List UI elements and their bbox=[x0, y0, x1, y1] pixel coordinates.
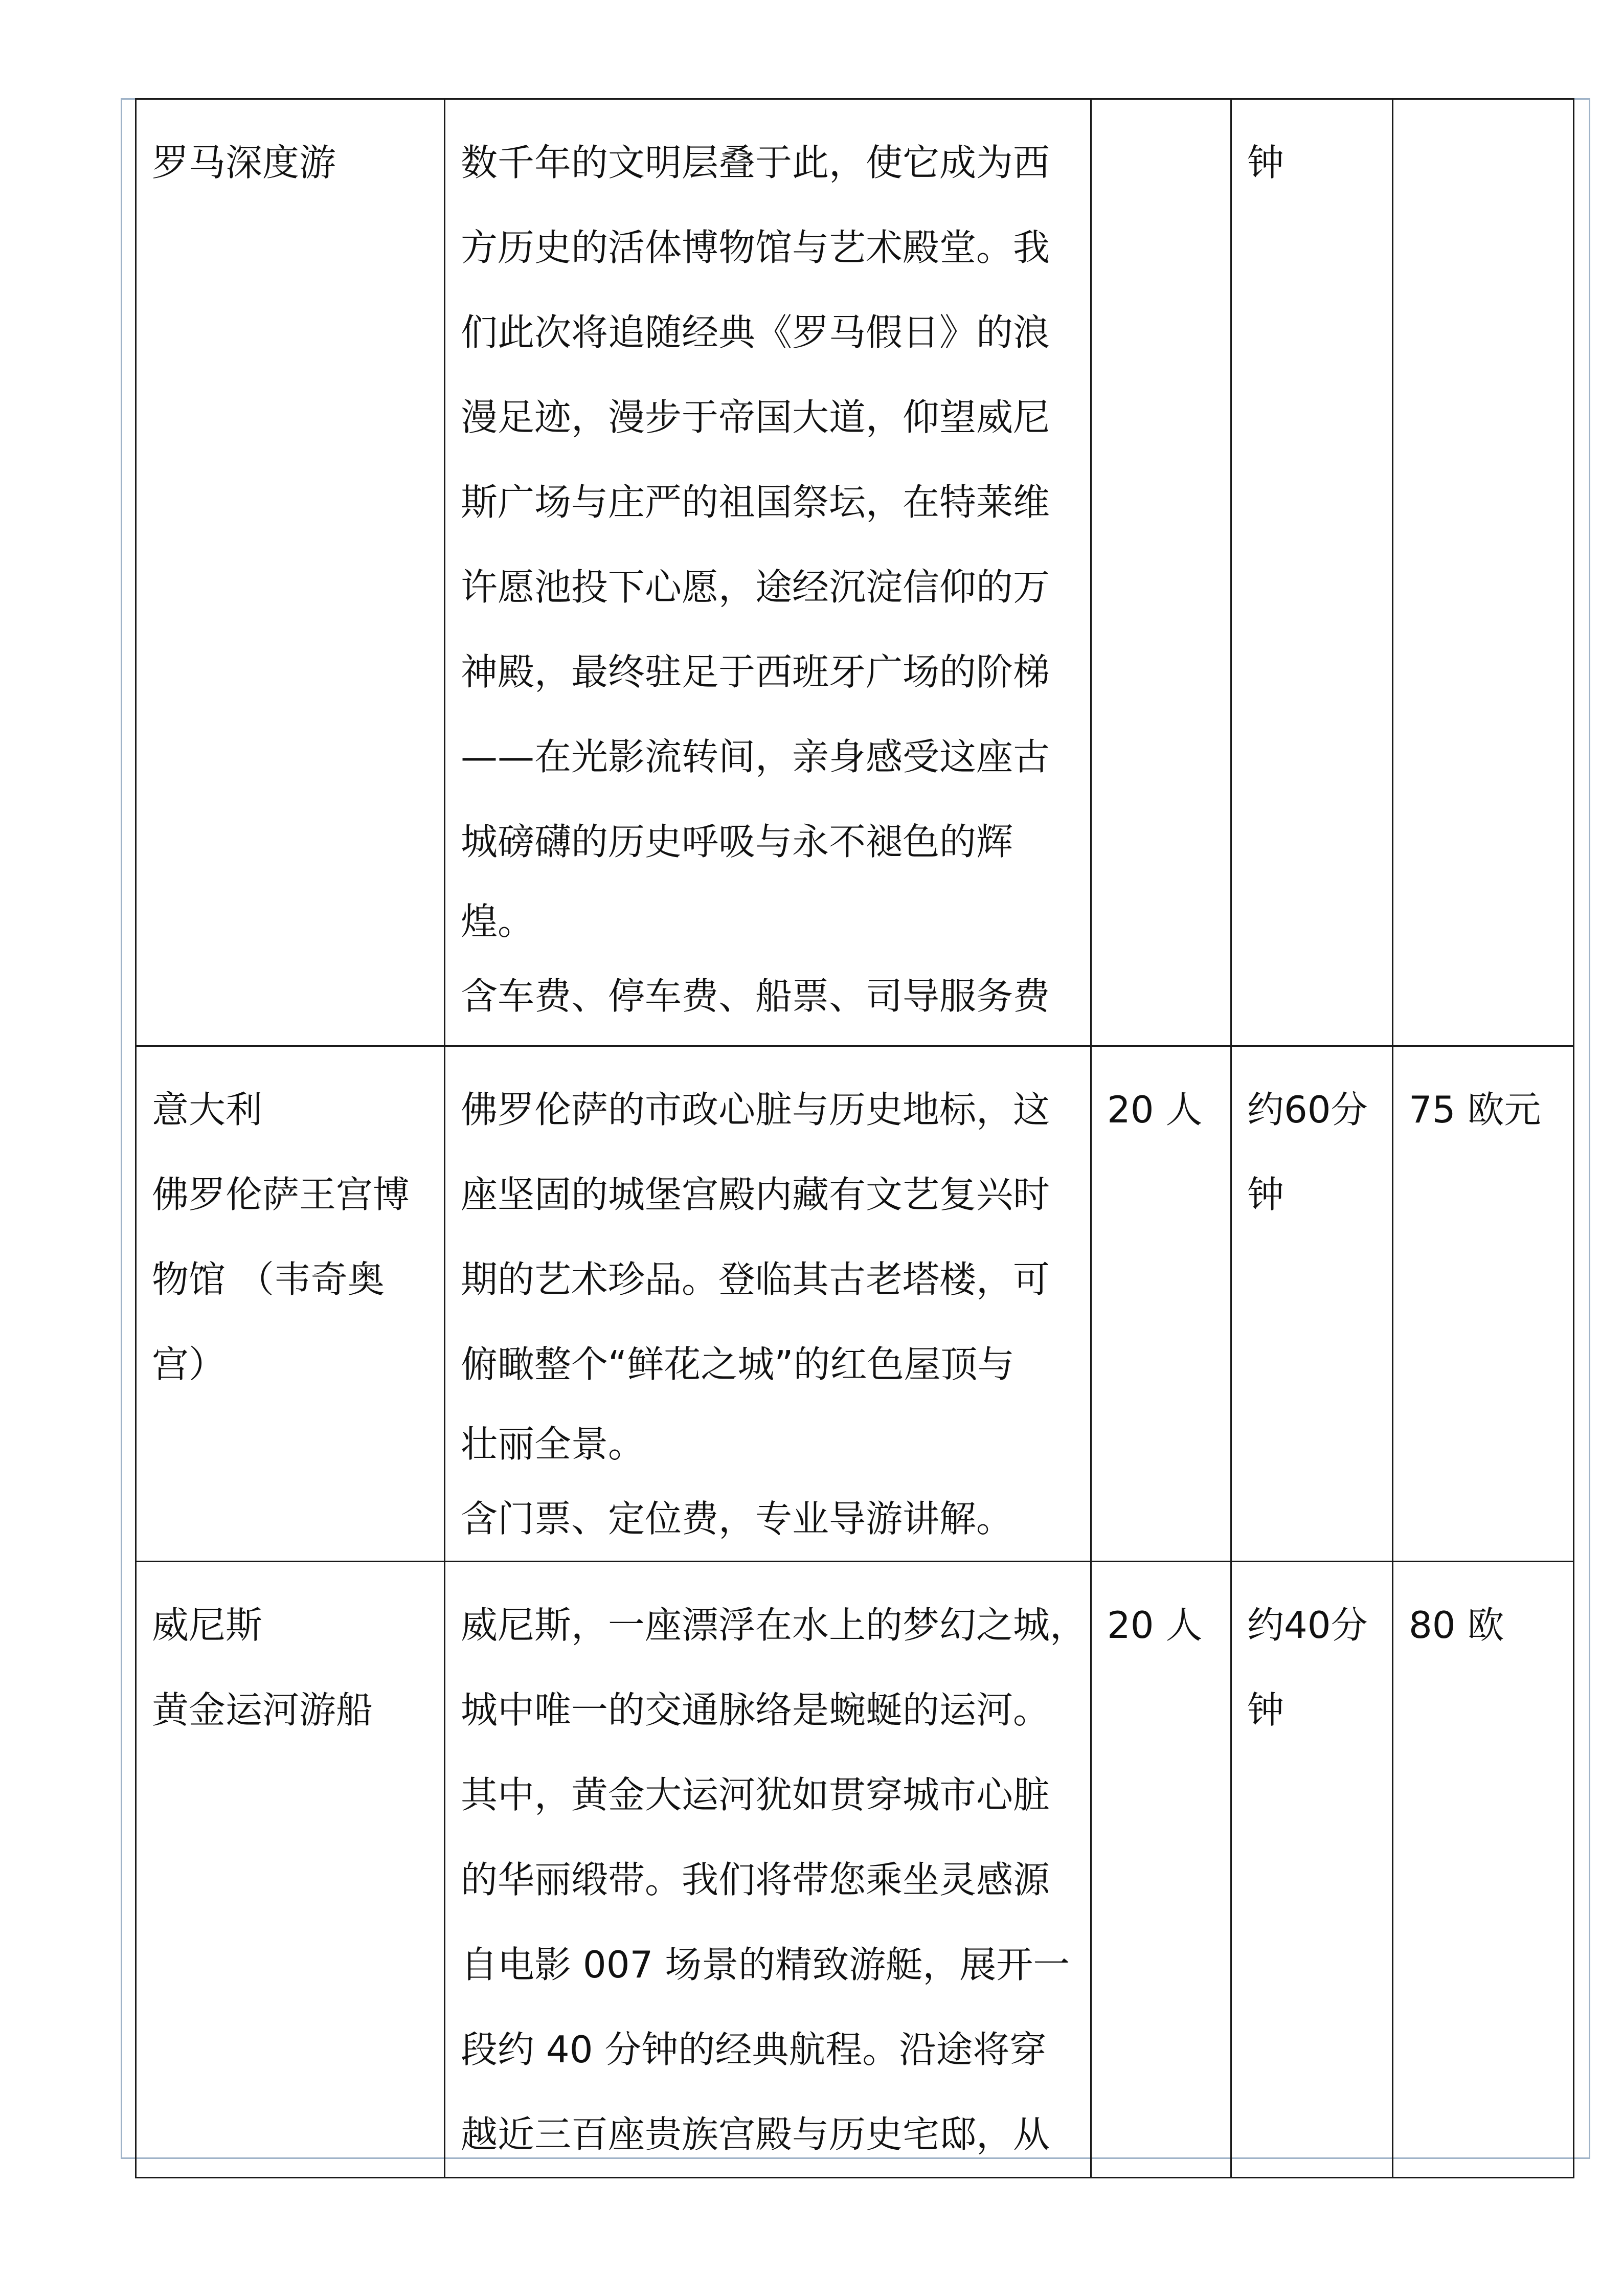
description-line: 城中唯一的交通脉络是蜿蜒的运河。 bbox=[461, 1689, 1050, 1731]
description-line: 漫足迹，漫步于帝国大道，仰望威尼 bbox=[461, 396, 1050, 439]
tour-name-cell bbox=[136, 99, 445, 1046]
tour-name-line: 佛罗伦萨王宫博 bbox=[152, 1173, 410, 1216]
price-cell bbox=[1393, 1046, 1574, 1562]
group-size-cell bbox=[1091, 1562, 1231, 2178]
tour-name-cell bbox=[136, 1562, 445, 2178]
tour-name-cell bbox=[136, 1046, 445, 1562]
duration-line: 约40分 bbox=[1247, 1604, 1368, 1647]
description-line: 期的艺术珍品。登临其古老塔楼，可 bbox=[461, 1258, 1050, 1301]
table-row bbox=[136, 1046, 1574, 1562]
table-row bbox=[136, 1562, 1574, 2178]
description-line: 数千年的文明层叠于此，使它成为西 bbox=[461, 141, 1050, 184]
description-line: ——在光影流转间，亲身感受这座古 bbox=[461, 735, 1050, 778]
description-line: 方历史的活体博物馆与艺术殿堂。我 bbox=[461, 226, 1050, 269]
description-line: 段约 40 分钟的经典航程。沿途将穿 bbox=[461, 2028, 1047, 2071]
tour-name-line: 物馆 （韦奇奥 bbox=[152, 1258, 385, 1301]
price-cell bbox=[1393, 1562, 1574, 2178]
tour-name-line: 意大利 bbox=[152, 1088, 263, 1131]
tour-description-cell bbox=[445, 1046, 1091, 1562]
description-line: 城磅礴的历史呼吸与永不褪色的辉 bbox=[461, 820, 1013, 863]
group-size-cell bbox=[1091, 99, 1231, 1046]
duration-cell bbox=[1231, 1046, 1393, 1562]
itinerary-table bbox=[135, 98, 1574, 2178]
description-line: 俯瞰整个“鲜花之城”的红色屋顶与 bbox=[461, 1343, 1015, 1386]
duration-cell bbox=[1231, 99, 1393, 1046]
description-line: 斯广场与庄严的祖国祭坛，在特莱维 bbox=[461, 481, 1050, 524]
description-line: 神殿，最终驻足于西班牙广场的阶梯 bbox=[461, 650, 1050, 693]
price-cell bbox=[1393, 99, 1574, 1046]
duration-line: 钟 bbox=[1247, 1689, 1284, 1731]
description-line: 座坚固的城堡宫殿内藏有文艺复兴时 bbox=[461, 1173, 1050, 1216]
price-value: 80 欧 bbox=[1409, 1604, 1504, 1647]
tour-description-cell bbox=[445, 1562, 1091, 2178]
tour-name-line: 威尼斯 bbox=[152, 1604, 263, 1647]
inclusions-line: 含车费、停车费、船票、司导服务费 bbox=[461, 975, 1050, 1018]
description-line: 自电影 007 场景的精致游艇，展开一 bbox=[461, 1943, 1070, 1986]
duration-line: 钟 bbox=[1247, 1173, 1284, 1216]
table-row bbox=[136, 99, 1574, 1046]
inclusions-line: 含门票、定位费，专业导游讲解。 bbox=[461, 1497, 1013, 1540]
description-line: 其中，黄金大运河犹如贯穿城市心脏 bbox=[461, 1773, 1050, 1816]
description-line: 佛罗伦萨的市政心脏与历史地标，这 bbox=[461, 1088, 1050, 1131]
duration-line: 约60分 bbox=[1247, 1088, 1368, 1131]
description-line: 越近三百座贵族宫殿与历史宅邸，从 bbox=[461, 2113, 1050, 2156]
price-value: 75 欧元 bbox=[1409, 1088, 1541, 1131]
description-line: 煌。 bbox=[461, 900, 535, 943]
duration-cell bbox=[1231, 1562, 1393, 2178]
tour-name-line: 黄金运河游船 bbox=[152, 1689, 373, 1731]
duration-line: 钟 bbox=[1247, 141, 1284, 184]
group-size-value: 20 人 bbox=[1107, 1088, 1203, 1131]
description-line: 壮丽全景。 bbox=[461, 1423, 645, 1466]
description-line: 许愿池投下心愿，途经沉淀信仰的万 bbox=[461, 566, 1050, 609]
description-line: 们此次将追随经典《罗马假日》的浪 bbox=[461, 311, 1050, 354]
tour-name-line: 宫） bbox=[152, 1343, 226, 1386]
tour-description-cell bbox=[445, 99, 1091, 1046]
group-size-value: 20 人 bbox=[1107, 1604, 1203, 1647]
description-line: 威尼斯，一座漂浮在水上的梦幻之城， bbox=[461, 1604, 1087, 1647]
group-size-cell bbox=[1091, 1046, 1231, 1562]
tour-name-line: 罗马深度游 bbox=[152, 141, 336, 184]
description-line: 的华丽缎带。我们将带您乘坐灵感源 bbox=[461, 1858, 1050, 1901]
